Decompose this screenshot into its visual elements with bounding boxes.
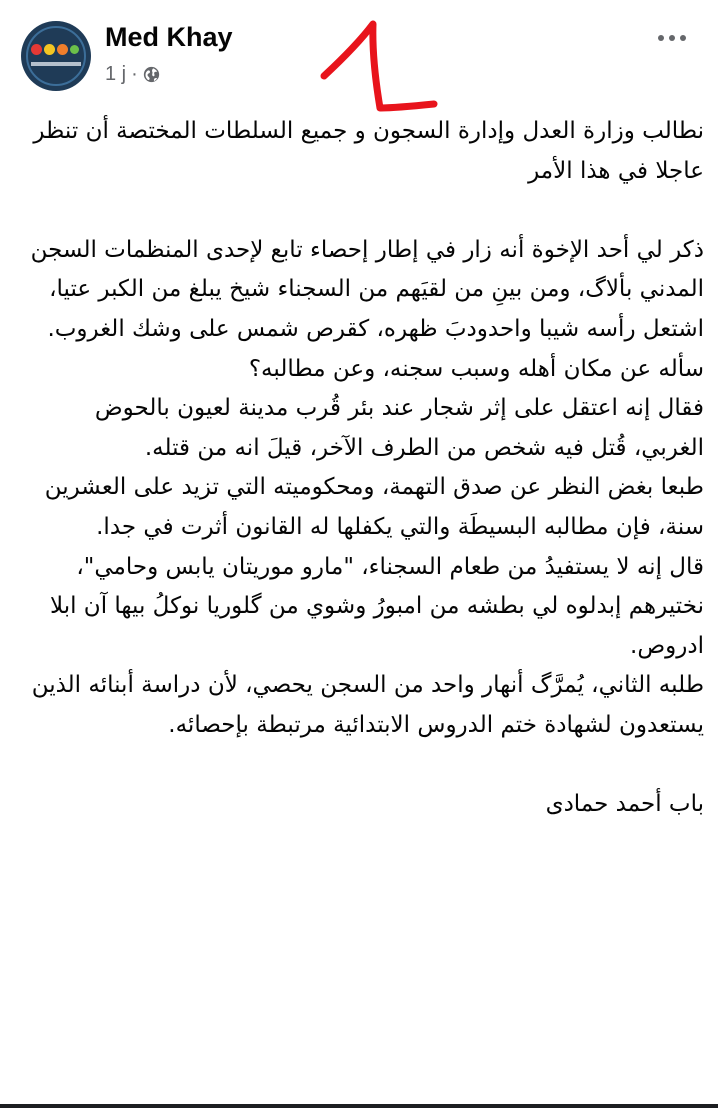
post-paragraph: ذكر لي أحد الإخوة أنه زار في إطار إحصاء تابع لإحدى المنظمات السجن المدني بألاگ، ومن بينِ من لقيَهم من السجناء شيخ يبلغ من الكبر عتيا، اشتعل رأسه شيبا واحدودبَ ظهره، كقرص شمس على وشك الغروب. <box>23 236 704 342</box>
more-dot <box>680 35 686 41</box>
post-paragraph: سأله عن مكان أهله وسبب سجنه، وعن مطالبه؟ <box>248 355 704 382</box>
bottom-divider <box>0 1104 718 1108</box>
avatar-ring <box>26 26 86 86</box>
post-paragraph: طلبه الثاني، يُمرَّگ أنهار واحد من السجن يحصي، لأن دراسة أبنائه الذين يستعدون لشهادة ختم الدروس الابتدائية مرتبطة بإحصائه. <box>24 672 704 738</box>
avatar[interactable] <box>21 21 91 91</box>
more-dot <box>658 35 664 41</box>
meta-separator: · <box>131 63 138 85</box>
post-body <box>20 112 704 825</box>
post-signature: باب أحمد حمادى <box>545 791 704 818</box>
post-header <box>0 0 718 110</box>
paragraph-gap <box>20 191 704 231</box>
more-dot <box>669 35 675 41</box>
paragraph-gap <box>20 746 704 786</box>
post-paragraph: قال إنه لا يستفيدُ من طعام السجناء، "مارو موريتان يابس وحامي"، نختيرهم إبدلوه لي بطشه من امبورُ وشوي من گلوريا نوكلُ بيها آن ابلا ادروص. <box>42 553 704 659</box>
post-paragraph: طبعا بغض النظر عن صدق التهمة، ومحكوميته التي تزيد على العشرين سنة، فإن مطالبه البسيطَة والتي يكفلها له القانون أثرت في جدا. <box>37 474 704 540</box>
avatar-logo-dot <box>70 45 79 54</box>
post-paragraph: نطالب وزارة العدل وإدارة السجون و جميع السلطات المختصة أن تنظر عاجلا في هذا الأمر <box>26 118 704 184</box>
avatar-logo-dot <box>57 44 68 55</box>
more-options-icon[interactable] <box>654 28 690 48</box>
post-time[interactable]: 1 j <box>105 63 127 85</box>
post-meta <box>105 63 160 86</box>
handwritten-annotation <box>318 18 438 118</box>
avatar-logo-dot <box>31 44 42 55</box>
avatar-logo-dot <box>44 44 55 55</box>
post-paragraph: فقال إنه اعتقل على إثر شجار عند بئر قُرب مدينة لعيون بالحوض الغربي، قُتل فيه شخص من الطرف الآخر، قيلَ انه من قتله. <box>87 395 704 461</box>
avatar-logo-band <box>31 62 81 66</box>
author-name[interactable]: Med Khay <box>105 22 233 52</box>
globe-icon[interactable] <box>143 66 160 83</box>
